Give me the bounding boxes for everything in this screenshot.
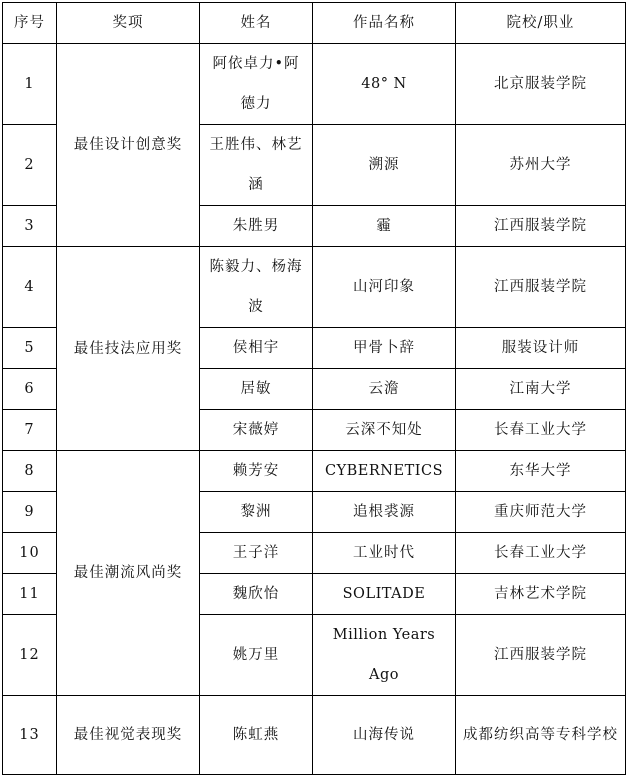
header-work: 作品名称 <box>313 3 456 44</box>
row-name: 姚万里 <box>200 615 313 696</box>
row-name: 王子洋 <box>200 533 313 574</box>
row-work: 云深不知处 <box>313 410 456 451</box>
row-name: 赖芳安 <box>200 451 313 492</box>
row-no: 7 <box>3 410 57 451</box>
row-org: 长春工业大学 <box>456 410 626 451</box>
row-name: 王胜伟、林艺涵 <box>200 125 313 206</box>
row-work: CYBERNETICS <box>313 451 456 492</box>
row-org: 北京服装学院 <box>456 44 626 125</box>
row-work: 山河印象 <box>313 247 456 328</box>
row-work: 48° N <box>313 44 456 125</box>
row-work: 霾 <box>313 206 456 247</box>
table-row <box>3 44 626 125</box>
row-no: 13 <box>3 696 57 775</box>
row-no: 6 <box>3 369 57 410</box>
row-org: 东华大学 <box>456 451 626 492</box>
row-no: 10 <box>3 533 57 574</box>
row-org: 重庆师范大学 <box>456 492 626 533</box>
row-no: 4 <box>3 247 57 328</box>
row-org: 江南大学 <box>456 369 626 410</box>
row-no: 2 <box>3 125 57 206</box>
table-row <box>3 696 626 775</box>
row-org: 江西服装学院 <box>456 206 626 247</box>
table-row <box>3 247 626 328</box>
row-work: 追根裘源 <box>313 492 456 533</box>
row-work: 山海传说 <box>313 696 456 775</box>
row-work: 云澹 <box>313 369 456 410</box>
row-name: 魏欣怡 <box>200 574 313 615</box>
row-name: 黎洲 <box>200 492 313 533</box>
row-name: 居敏 <box>200 369 313 410</box>
row-no: 8 <box>3 451 57 492</box>
row-work: 工业时代 <box>313 533 456 574</box>
awards-table <box>2 2 626 775</box>
row-org: 江西服装学院 <box>456 615 626 696</box>
row-work: 溯源 <box>313 125 456 206</box>
row-no: 5 <box>3 328 57 369</box>
row-name: 阿依卓力•阿德力 <box>200 44 313 125</box>
table-row <box>3 451 626 492</box>
row-name: 陈虹燕 <box>200 696 313 775</box>
row-org: 长春工业大学 <box>456 533 626 574</box>
row-work: 甲骨卜辞 <box>313 328 456 369</box>
row-org: 成都纺织高等专科学校 <box>456 696 626 775</box>
row-no: 9 <box>3 492 57 533</box>
header-no: 序号 <box>3 3 57 44</box>
row-work: Million Years Ago <box>313 615 456 696</box>
award-category: 最佳技法应用奖 <box>57 247 200 451</box>
row-org: 江西服装学院 <box>456 247 626 328</box>
award-category: 最佳视觉表现奖 <box>57 696 200 775</box>
row-no: 3 <box>3 206 57 247</box>
row-no: 1 <box>3 44 57 125</box>
award-category: 最佳设计创意奖 <box>57 44 200 247</box>
table-header-row <box>3 3 626 44</box>
row-org: 苏州大学 <box>456 125 626 206</box>
row-name: 宋薇婷 <box>200 410 313 451</box>
row-org: 服装设计师 <box>456 328 626 369</box>
header-name: 姓名 <box>200 3 313 44</box>
row-name: 陈毅力、杨海波 <box>200 247 313 328</box>
row-no: 11 <box>3 574 57 615</box>
row-name: 侯相宇 <box>200 328 313 369</box>
award-category: 最佳潮流风尚奖 <box>57 451 200 696</box>
row-work: SOLITADE <box>313 574 456 615</box>
row-no: 12 <box>3 615 57 696</box>
header-award: 奖项 <box>57 3 200 44</box>
header-org: 院校/职业 <box>456 3 626 44</box>
row-org: 吉林艺术学院 <box>456 574 626 615</box>
row-name: 朱胜男 <box>200 206 313 247</box>
